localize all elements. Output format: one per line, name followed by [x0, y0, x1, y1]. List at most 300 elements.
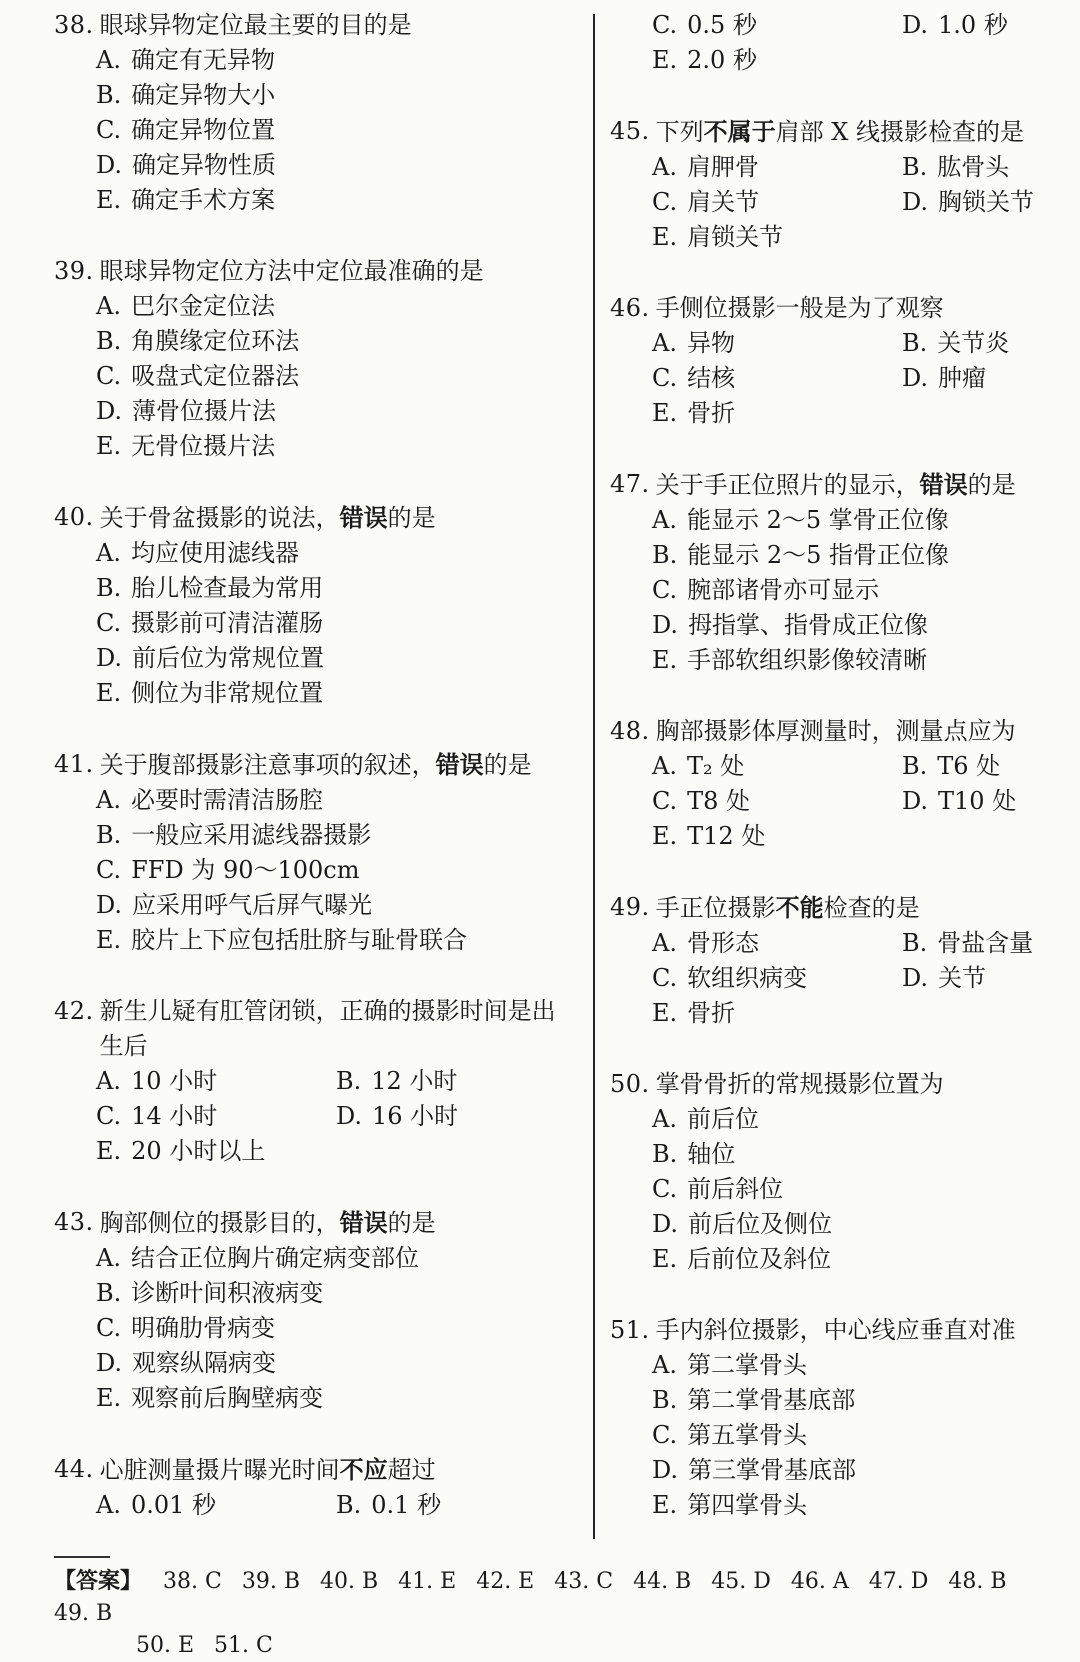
stem-text: 的是: [387, 504, 436, 532]
option-label: A.: [96, 292, 121, 320]
option-text: 前后位为常规位置: [132, 644, 325, 672]
option-item: [96, 783, 323, 818]
option-label: B.: [96, 821, 122, 849]
answer-item: 48. B: [948, 1569, 1007, 1594]
question-block: [610, 114, 1070, 255]
stem-text: 关于骨盆摄影的说法，: [99, 504, 340, 532]
option-text: 能显示 2～5 掌骨正位像: [686, 506, 949, 534]
option-text: 确定异物位置: [131, 116, 276, 144]
option-label: A.: [652, 1351, 677, 1379]
option-row: [96, 1241, 574, 1276]
option-item: [96, 324, 299, 359]
option-item: [96, 1064, 336, 1099]
option-text: 摄影前可清洁灌肠: [131, 609, 324, 637]
option-item: [96, 818, 371, 853]
option-row: [652, 819, 1070, 854]
answer-item: 42. E: [476, 1569, 535, 1594]
option-text: 异物: [686, 329, 735, 357]
option-item: [96, 853, 360, 888]
option-label: E.: [652, 1491, 678, 1519]
option-text: 薄骨位摄片法: [132, 397, 277, 425]
answer-item: 44. B: [633, 1569, 692, 1594]
question-number: 38.: [54, 11, 94, 39]
option-text: 肱骨头: [937, 153, 1010, 181]
question-number: 49.: [610, 893, 650, 921]
option-text: 必要时需清洁肠腔: [130, 786, 323, 814]
question-block: [610, 890, 1070, 1031]
option-label: D.: [96, 644, 123, 672]
option-row: [652, 43, 1070, 78]
option-label: A.: [652, 929, 677, 957]
option-item: [652, 185, 902, 220]
option-label: C.: [652, 364, 678, 392]
question-block: [610, 467, 1070, 678]
option-label: A.: [96, 1491, 121, 1519]
option-text: 确定异物大小: [131, 81, 276, 109]
option-row: [652, 926, 1070, 961]
option-item: [336, 1064, 457, 1099]
option-label: C.: [96, 1102, 122, 1130]
option-text: 第五掌骨头: [687, 1421, 808, 1449]
option-item: [652, 1172, 783, 1207]
option-item: [652, 1488, 807, 1523]
question-stem: [54, 8, 574, 43]
options: [610, 8, 1070, 78]
option-text: T8 处: [687, 787, 751, 815]
option-label: A.: [96, 539, 121, 567]
option-row: [96, 183, 574, 218]
options: [54, 1241, 574, 1416]
question-stem: [610, 291, 1070, 326]
question-block: [54, 8, 574, 218]
options: [610, 150, 1070, 255]
answer-item: 38. C: [163, 1569, 222, 1594]
question-stem: [610, 114, 1070, 150]
option-text: 结核: [687, 364, 736, 392]
option-item: [96, 923, 467, 958]
question-stem: [54, 994, 574, 1064]
option-row: [96, 1276, 574, 1311]
option-row: [96, 783, 574, 818]
option-item: [96, 1276, 323, 1311]
option-label: E.: [652, 1245, 678, 1273]
options: [54, 289, 574, 464]
option-text: 轴位: [687, 1140, 736, 1168]
option-label: A.: [652, 506, 677, 534]
answer-item: 43. C: [554, 1569, 614, 1594]
option-item: [652, 1383, 855, 1418]
stem-text: 肩部 X 线摄影检查的是: [775, 118, 1025, 146]
option-label: B.: [652, 1386, 678, 1414]
option-row: [652, 8, 1070, 43]
stem-text: 下列: [655, 118, 704, 146]
question-text: [100, 500, 574, 536]
option-row: [96, 1488, 574, 1523]
option-row: [652, 361, 1070, 396]
option-row: [96, 148, 574, 183]
option-row: [652, 1383, 1070, 1418]
answer-item: 41. E: [398, 1569, 457, 1594]
option-row: [652, 396, 1070, 431]
option-item: [96, 888, 372, 923]
option-label: D.: [902, 188, 929, 216]
option-row: [652, 538, 1070, 573]
question-stem: [54, 1452, 574, 1488]
question-number: 42.: [54, 997, 94, 1025]
stem-text: 新生儿疑有肛管闭锁，正确的摄影时间是出生后: [99, 997, 556, 1060]
option-item: [96, 536, 299, 571]
option-row: [652, 996, 1070, 1031]
option-label: C.: [652, 1175, 678, 1203]
option-label: A.: [652, 153, 677, 181]
question-text: [656, 1313, 1070, 1348]
option-item: [96, 1241, 419, 1276]
question-block: [54, 994, 574, 1169]
option-row: [96, 78, 574, 113]
question-text: [656, 1067, 1070, 1102]
question-text: [100, 8, 574, 43]
option-row: [652, 961, 1070, 996]
question-stem: [610, 714, 1070, 749]
question-block: [54, 1205, 574, 1416]
option-item: [96, 1134, 265, 1169]
option-label: D.: [652, 1210, 679, 1238]
question-text: [656, 291, 1070, 326]
option-item: [96, 1488, 336, 1523]
option-item: [96, 571, 323, 606]
option-text: 肿瘤: [938, 364, 987, 392]
option-label: C.: [652, 787, 678, 815]
option-row: [652, 1453, 1070, 1488]
option-item: [96, 1346, 276, 1381]
option-label: C.: [96, 856, 122, 884]
option-text: 10 小时: [130, 1067, 218, 1095]
question-stem: [610, 890, 1070, 926]
option-item: [652, 961, 902, 996]
option-label: C.: [652, 1421, 678, 1449]
stem-text: 关于手正位照片的显示，: [655, 471, 920, 499]
question-number: 39.: [54, 257, 94, 285]
option-item: [652, 396, 735, 431]
option-text: 拇指掌、指骨成正位像: [688, 611, 929, 639]
option-text: 12 小时: [371, 1067, 458, 1095]
option-item: [652, 573, 879, 608]
option-item: [652, 996, 735, 1031]
left-column: [54, 8, 574, 1559]
option-label: C.: [652, 964, 678, 992]
option-text: 胎儿检查最为常用: [131, 574, 324, 602]
option-item: [652, 926, 902, 961]
options: [54, 43, 574, 218]
question-text: [656, 114, 1070, 150]
option-row: [96, 676, 574, 711]
option-text: 肩锁关节: [687, 223, 784, 251]
option-row: [652, 784, 1070, 819]
question-number: 51.: [610, 1316, 650, 1344]
option-item: [96, 676, 323, 711]
stem-text: 的是: [483, 751, 532, 779]
option-item: [96, 1381, 323, 1416]
answer-item: 40. B: [320, 1569, 379, 1594]
option-item: [652, 1137, 735, 1172]
option-item: [652, 150, 902, 185]
option-item: [902, 749, 1000, 784]
question-block: [54, 500, 574, 711]
options: [54, 536, 574, 711]
stem-text: 心脏测量摄片曝光时间: [99, 1456, 340, 1484]
option-label: C.: [652, 576, 678, 604]
option-label: E.: [652, 223, 678, 251]
question-stem: [54, 1205, 574, 1241]
option-text: 结合正位胸片确定病变部位: [130, 1244, 419, 1272]
options: [610, 749, 1070, 854]
option-row: [652, 185, 1070, 220]
options: [54, 783, 574, 958]
option-text: 第二掌骨头: [686, 1351, 807, 1379]
answer-item: 50. E: [136, 1633, 195, 1658]
option-item: [652, 326, 902, 361]
option-item: [652, 1242, 831, 1277]
question-block: [54, 1452, 574, 1523]
option-item: [902, 361, 986, 396]
question-stem: [610, 1067, 1070, 1102]
question-block: [610, 1067, 1070, 1277]
option-item: [652, 538, 949, 573]
option-item: [96, 289, 275, 324]
question-number: 40.: [54, 503, 94, 531]
option-item: [652, 43, 757, 78]
option-row: [652, 1102, 1070, 1137]
option-label: E.: [96, 186, 122, 214]
option-label: D.: [96, 151, 123, 179]
question-block: [54, 254, 574, 464]
question-text: [100, 254, 574, 289]
option-text: 骨折: [687, 399, 736, 427]
option-text: 关节: [938, 964, 987, 992]
option-text: 1.0 秒: [938, 11, 1008, 39]
option-item: [652, 1348, 807, 1383]
option-text: 角膜缘定位环法: [131, 327, 300, 355]
answer-item: 51. C: [214, 1633, 273, 1658]
option-row: [96, 571, 574, 606]
option-item: [652, 220, 783, 255]
emphasis-text: 不应: [339, 1455, 388, 1484]
option-text: T12 处: [687, 822, 766, 850]
option-item: [902, 926, 1033, 961]
option-item: [902, 8, 1008, 43]
option-row: [96, 394, 574, 429]
option-label: A.: [652, 752, 677, 780]
question-stem: [610, 467, 1070, 503]
option-label: B.: [652, 1140, 678, 1168]
question-text: [100, 994, 574, 1064]
question-text: [100, 747, 574, 783]
option-label: D.: [902, 364, 929, 392]
option-item: [652, 503, 949, 538]
option-label: C.: [652, 11, 678, 39]
question-text: [656, 890, 1070, 926]
option-text: 无骨位摄片法: [131, 432, 276, 460]
option-row: [96, 359, 574, 394]
option-label: E.: [652, 822, 678, 850]
answer-item: 49. B: [54, 1601, 113, 1626]
option-text: 确定有无异物: [130, 46, 275, 74]
option-text: 手部软组织影像较清晰: [687, 646, 928, 674]
option-label: D.: [652, 1456, 679, 1484]
option-item: [96, 606, 323, 641]
option-text: 后前位及斜位: [687, 1245, 832, 1273]
option-text: 前后位及侧位: [688, 1210, 833, 1238]
emphasis-text: 不能: [775, 893, 824, 922]
option-item: [652, 1207, 832, 1242]
option-text: 确定手术方案: [131, 186, 276, 214]
option-item: [902, 784, 1016, 819]
stem-text: 检查的是: [823, 894, 920, 922]
option-row: [96, 324, 574, 359]
option-text: 0.5 秒: [687, 11, 757, 39]
option-row: [652, 643, 1070, 678]
option-label: B.: [652, 541, 678, 569]
options: [610, 1102, 1070, 1277]
option-label: B.: [96, 327, 122, 355]
option-row: [652, 1348, 1070, 1383]
option-row: [652, 1172, 1070, 1207]
option-item: [652, 1102, 759, 1137]
option-row: [96, 43, 574, 78]
option-text: 确定异物性质: [132, 151, 277, 179]
option-text: 第二掌骨基底部: [687, 1386, 856, 1414]
option-item: [652, 1418, 807, 1453]
option-item: [902, 150, 1009, 185]
option-item: [96, 43, 275, 78]
option-row: [96, 923, 574, 958]
option-item: [902, 185, 1034, 220]
option-label: A.: [96, 1067, 121, 1095]
emphasis-text: 错误: [919, 470, 968, 499]
option-row: [96, 606, 574, 641]
question-block: [610, 8, 1070, 78]
stem-text: 超过: [387, 1456, 436, 1484]
option-text: 16 小时: [372, 1102, 459, 1130]
option-row: [652, 573, 1070, 608]
option-item: [652, 608, 928, 643]
option-label: B.: [336, 1067, 362, 1095]
option-item: [336, 1099, 458, 1134]
stem-text: 的是: [967, 471, 1016, 499]
answer-item: 39. B: [241, 1569, 300, 1594]
option-text: 胶片上下应包括肚脐与耻骨联合: [131, 926, 468, 954]
option-item: [652, 749, 902, 784]
option-item: [652, 1453, 856, 1488]
stem-text: 关于腹部摄影注意事项的叙述，: [99, 751, 436, 779]
option-text: 前后位: [686, 1105, 759, 1133]
emphasis-text: 错误: [435, 750, 484, 779]
option-label: A.: [652, 1105, 677, 1133]
option-row: [96, 853, 574, 888]
option-text: T10 处: [938, 787, 1017, 815]
option-item: [96, 1099, 336, 1134]
stem-text: 掌骨骨折的常规摄影位置为: [655, 1070, 944, 1098]
option-text: 0.1 秒: [371, 1491, 442, 1519]
stem-text: 眼球异物定位方法中定位最准确的是: [99, 257, 484, 285]
option-item: [96, 78, 275, 113]
option-text: 吸盘式定位器法: [131, 362, 300, 390]
options: [610, 926, 1070, 1031]
options: [610, 1348, 1070, 1523]
option-label: E.: [96, 1137, 122, 1165]
option-label: E.: [96, 679, 122, 707]
option-text: 骨盐含量: [937, 929, 1034, 957]
option-row: [652, 220, 1070, 255]
option-text: 巴尔金定位法: [130, 292, 275, 320]
option-row: [96, 1311, 574, 1346]
stem-text: 手侧位摄影一般是为了观察: [655, 294, 944, 322]
option-item: [902, 961, 986, 996]
option-label: E.: [96, 926, 122, 954]
answer-item: 46. A: [790, 1569, 849, 1594]
option-item: [652, 819, 765, 854]
option-row: [96, 1099, 574, 1134]
question-number: 47.: [610, 470, 650, 498]
option-row: [652, 1418, 1070, 1453]
option-label: B.: [902, 929, 928, 957]
option-label: A.: [652, 329, 677, 357]
option-row: [652, 503, 1070, 538]
option-row: [96, 818, 574, 853]
option-label: D.: [902, 11, 929, 39]
option-row: [96, 536, 574, 571]
option-label: B.: [902, 153, 928, 181]
option-label: E.: [652, 399, 678, 427]
question-stem: [54, 500, 574, 536]
option-label: C.: [96, 1314, 122, 1342]
question-block: [610, 1313, 1070, 1523]
option-text: 骨折: [687, 999, 736, 1027]
answer-rule: [54, 1556, 110, 1558]
column-divider: [593, 14, 595, 1539]
option-text: 肩胛骨: [686, 153, 759, 181]
option-text: 关节炎: [937, 329, 1010, 357]
option-label: B.: [96, 81, 122, 109]
option-label: D.: [96, 397, 123, 425]
option-text: 应采用呼气后屏气曝光: [132, 891, 373, 919]
question-number: 41.: [54, 750, 94, 778]
option-text: 诊断叶间积液病变: [131, 1279, 324, 1307]
option-item: [652, 784, 902, 819]
answer-item: 47. D: [868, 1569, 929, 1594]
option-label: D.: [96, 891, 123, 919]
question-number: 44.: [54, 1455, 94, 1483]
emphasis-text: 错误: [339, 503, 388, 532]
emphasis-text: 错误: [339, 1208, 388, 1237]
option-text: 能显示 2～5 指骨正位像: [687, 541, 950, 569]
option-text: 软组织病变: [687, 964, 808, 992]
option-label: B.: [902, 752, 928, 780]
stem-text: 眼球异物定位最主要的目的是: [99, 11, 412, 39]
option-text: 0.01 秒: [130, 1491, 217, 1519]
question-text: [100, 1205, 574, 1241]
option-text: 第三掌骨基底部: [688, 1456, 857, 1484]
option-label: C.: [96, 362, 122, 390]
option-text: 胸锁关节: [938, 188, 1035, 216]
option-label: D.: [902, 964, 929, 992]
option-item: [96, 113, 275, 148]
options: [610, 326, 1070, 431]
stem-text: 手内斜位摄影，中心线应垂直对准: [655, 1316, 1016, 1344]
option-text: 侧位为非常规位置: [131, 679, 324, 707]
option-row: [652, 150, 1070, 185]
option-text: 前后斜位: [687, 1175, 784, 1203]
